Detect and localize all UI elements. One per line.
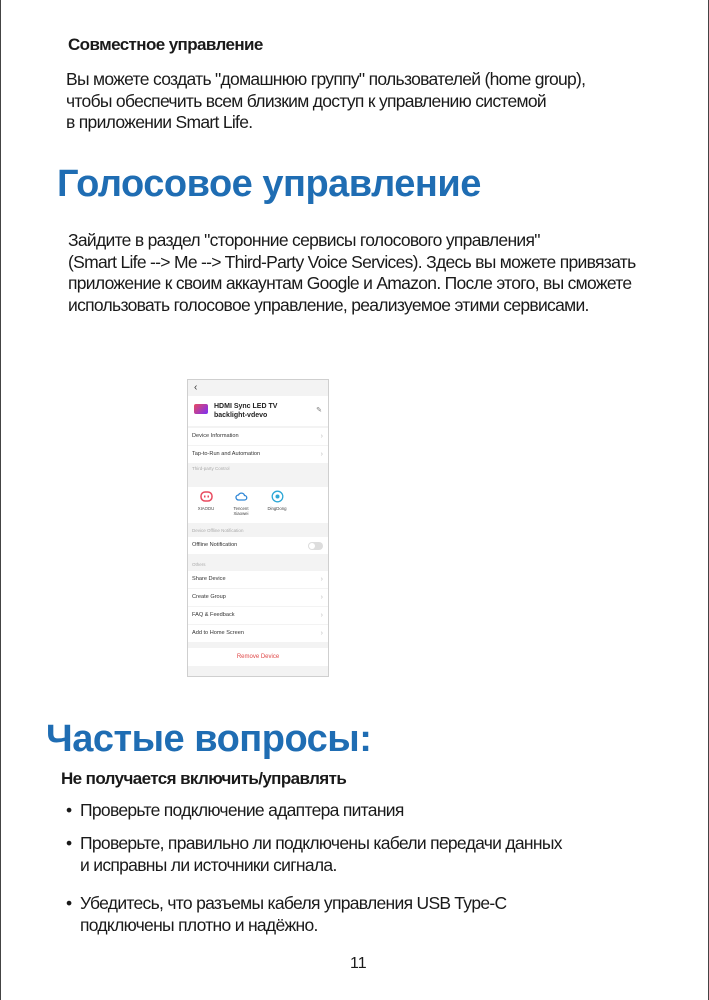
voice-control-text — [68, 230, 636, 316]
device-header — [188, 396, 328, 426]
bullet-text: Проверьте подключение адаптера питания — [80, 800, 404, 820]
third-party-services — [188, 487, 328, 523]
remove-device-button[interactable]: Remove Device — [188, 648, 328, 666]
faq-heading: Частые вопросы: — [46, 718, 372, 760]
device-thumbnail — [194, 404, 208, 414]
text-line: чтобы обеспечить всем близким доступ к управлению системой — [66, 90, 546, 111]
cloud-icon — [235, 490, 248, 503]
chevron-right-icon: › — [320, 433, 323, 440]
row-faq-feedback[interactable] — [188, 607, 328, 624]
section-offline: Device Offline Notification — [192, 528, 244, 533]
chevron-right-icon: › — [320, 576, 323, 583]
row-label: Share Device — [192, 576, 226, 582]
offline-toggle[interactable] — [308, 542, 323, 550]
row-device-information[interactable] — [188, 428, 328, 445]
row-label: Tap-to-Run and Automation — [192, 451, 261, 457]
service-label: DingDong — [267, 506, 287, 511]
back-icon[interactable]: ‹ — [194, 382, 198, 393]
edit-icon[interactable]: ✎ — [316, 407, 322, 414]
app-screenshot — [187, 379, 329, 677]
text-line: (Smart Life --> Me --> Third-Party Voice Services). Здесь вы можете привязать — [68, 251, 636, 272]
text-line: Вы можете создать "домашнюю группу" пользователей (home group), — [66, 69, 586, 89]
text-line: в приложении Smart Life. — [66, 112, 253, 132]
faq-subheading: Не получается включить/управлять — [61, 769, 347, 788]
row-tap-to-run[interactable] — [188, 446, 328, 463]
service-label: Tencent Xiaowei — [233, 506, 249, 516]
service-xiaodu[interactable] — [191, 490, 221, 511]
section-third-party: Third-party Control — [192, 466, 230, 471]
row-add-home-screen[interactable] — [188, 625, 328, 642]
voice-control-heading: Голосовое управление — [57, 163, 481, 205]
chevron-right-icon: › — [320, 451, 323, 458]
row-create-group[interactable] — [188, 589, 328, 606]
bullet-dot: • — [66, 893, 72, 913]
bullet-text: подключены плотно и надёжно. — [80, 914, 318, 935]
bullet-text: и исправны ли источники сигнала. — [80, 854, 337, 875]
page-number: 11 — [350, 955, 367, 972]
bullet-text: Проверьте, правильно ли подключены кабели передачи данных — [80, 833, 562, 853]
dingdong-icon — [271, 490, 284, 503]
row-label: Add to Home Screen — [192, 630, 244, 636]
chevron-right-icon: › — [320, 612, 323, 619]
service-label: XIAODU — [197, 506, 215, 511]
chevron-right-icon: › — [320, 594, 323, 601]
row-label: Device Information — [192, 433, 239, 439]
row-label: Offline Notification — [192, 542, 238, 548]
row-share-device[interactable] — [188, 571, 328, 588]
bullet-dot: • — [66, 800, 72, 820]
row-offline-notification — [188, 537, 328, 554]
faq-bullet — [66, 893, 506, 936]
device-title — [214, 402, 277, 420]
text-line: использовать голосовое управление, реализуемое этими сервисами. — [68, 294, 589, 315]
device-name-line: backlight-vdevo — [214, 412, 268, 419]
text-line: приложение к своим аккаунтам Google и Amazon. После этого, вы сможете — [68, 273, 632, 293]
text-line: Зайдите в раздел "сторонние сервисы голосового управления" — [68, 230, 540, 250]
faq-bullet — [66, 833, 562, 876]
section-others: Others — [192, 562, 206, 567]
device-name-line: HDMI Sync LED TV — [214, 403, 278, 410]
row-label: FAQ & Feedback — [192, 612, 235, 618]
bullet-dot: • — [66, 833, 72, 853]
service-dingdong[interactable] — [262, 490, 292, 511]
service-tencent[interactable] — [226, 490, 256, 516]
row-label: Create Group — [192, 594, 226, 600]
chevron-right-icon: › — [320, 630, 323, 637]
shared-control-heading: Совместное управление — [68, 35, 263, 54]
shared-control-text — [66, 69, 585, 134]
xiaodu-icon — [200, 490, 213, 503]
faq-bullet — [66, 800, 404, 822]
bullet-text: Убедитесь, что разъемы кабеля управления USB Type-C — [80, 893, 507, 913]
